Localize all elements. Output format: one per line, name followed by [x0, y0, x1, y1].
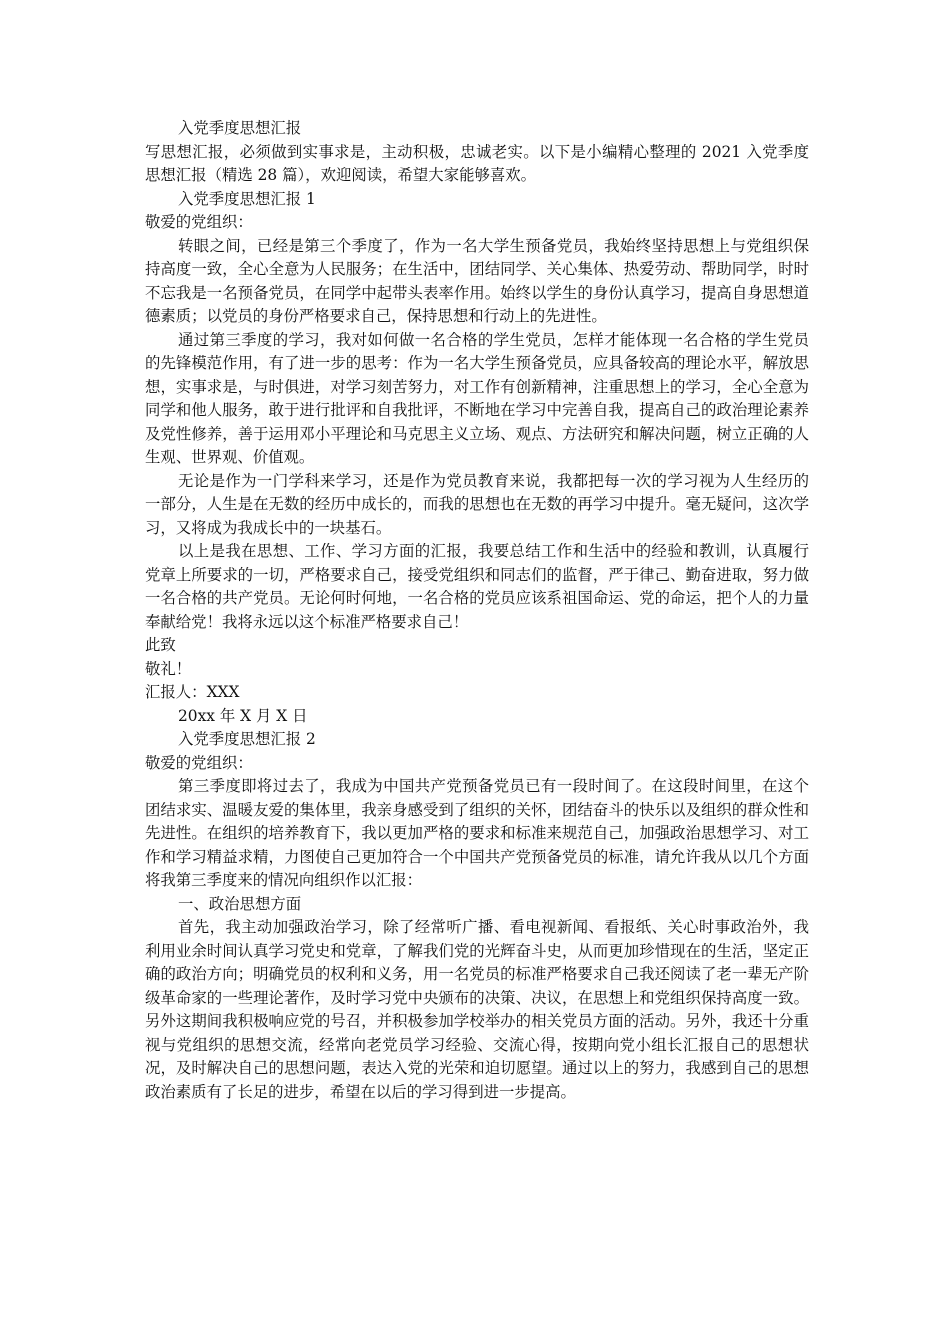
- report-1-paragraph: 转眼之间，已经是第三个季度了，作为一名大学生预备党员，我始终坚持思想上与党组织保持高度一致，全心全意为人民服务；在生活中，团结同学、关心集体、热爱劳动、帮助同学，时时不忘我是一名预备党员，在同学中起带头表率作用。始终以学生的身份认真学习，提高自身思想道德素质；以党员的身份严格要求自己，保持思想和行动上的先进性。: [145, 236, 809, 325]
- report-2-paragraph-2: 首先，我主动加强政治学习，除了经常听广播、看电视新闻、看报纸、关心时事政治外，我利用业余时间认真学习党史和党章，了解我们党的光辉奋斗史，从而更加珍惜现在的生活，坚定正确的政治方向；明确党员的权利和义务，用一名党员的标准严格要求自己我还阅读了老一辈无产阶级革命家的一些理论著作，及时学习党中央颁布的决策、决议，在思想上和党组织保持高度一致。另外这期间我积极响应党的号召，并积极参加学校举办的相关党员方面的活动。另外，我还十分重视与党组织的思想交流，经常向老党员学习经验、交流心得，按期向党小组长汇报自己的思想状况，及时解决自己的思想问题，表达入党的光荣和迫切愿望。通过以上的努力，我感到自己的思想政治素质有了长足的进步，希望在以后的学习得到进一步提高。: [145, 918, 809, 1101]
- report-1-paragraph: 以上是我在思想、工作、学习方面的汇报，我要总结工作和生活中的经验和教训，认真履行党章上所要求的一切，严格要求自己，接受党组织和同志们的监督，严于律己、勤奋进取，努力做一名合格的共产党员。无论何时何地，一名合格的党员应该系祖国命运、党的命运，把个人的力量奉献给党！我将永远以这个标准严格要求自己！: [145, 542, 809, 631]
- document-title: 入党季度思想汇报: [178, 119, 302, 137]
- intro-paragraph: 写思想汇报，必须做到实事求是，主动积极，忠诚老实。以下是小编精心整理的 2021 入党季度思想汇报（精选 28 篇），欢迎阅读，希望大家能够喜欢。: [145, 142, 809, 184]
- document-page: [145, 117, 809, 1104]
- report-1-date: 20xx 年 X 月 X 日: [178, 706, 308, 725]
- report-1-heading: 入党季度思想汇报 1: [178, 189, 316, 208]
- report-1-closing-1: 此致: [145, 636, 176, 654]
- report-1-closing-2: 敬礼！: [145, 659, 192, 678]
- report-2-heading: 入党季度思想汇报 2: [178, 730, 316, 748]
- report-1-salutation: 敬爱的党组织：: [145, 213, 253, 231]
- report-1-reporter: 汇报人：XXX: [145, 683, 240, 701]
- report-2-paragraph-1: 第三季度即将过去了，我成为中国共产党预备党员已有一段时间了。在这段时间里，在这个团结求实、温暖友爱的集体里，我亲身感受到了组织的关怀，团结奋斗的快乐以及组织的群众性和先进性。在组织的培养教育下，我以更加严格的要求和标准来规范自己，加强政治思想学习、对工作和学习精益求精，力图使自己更加符合一个中国共产党预备党员的标准，请允许我从以几个方面将我第三季度来的情况向组织作以汇报：: [145, 777, 809, 889]
- report-2-section-heading: 一、政治思想方面: [178, 894, 302, 913]
- report-1-paragraph: 通过第三季度的学习，我对如何做一名合格的学生党员，怎样才能体现一名合格的学生党员的先锋模范作用，有了进一步的思考：作为一名大学生预备党员，应具备较高的理论水平，解放思想，实事求是，与时俱进，对学习刻苦努力，对工作有创新精神，注重思想上的学习，全心全意为同学和他人服务，敢于进行批评和自我批评，不断地在学习中完善自我，提高自己的政治理论素养及党性修养，善于运用邓小平理论和马克思主义立场、观点、方法研究和解决问题，树立正确的人生观、世界观、价值观。: [145, 330, 809, 466]
- report-1-paragraph: 无论是作为一门学科来学习，还是作为党员教育来说，我都把每一次的学习视为人生经历的一部分，人生是在无数的经历中成长的，而我的思想也在无数的再学习中提升。毫无疑问，这次学习，又将成为我成长中的一块基石。: [145, 471, 809, 537]
- report-2-salutation: 敬爱的党组织：: [145, 753, 253, 772]
